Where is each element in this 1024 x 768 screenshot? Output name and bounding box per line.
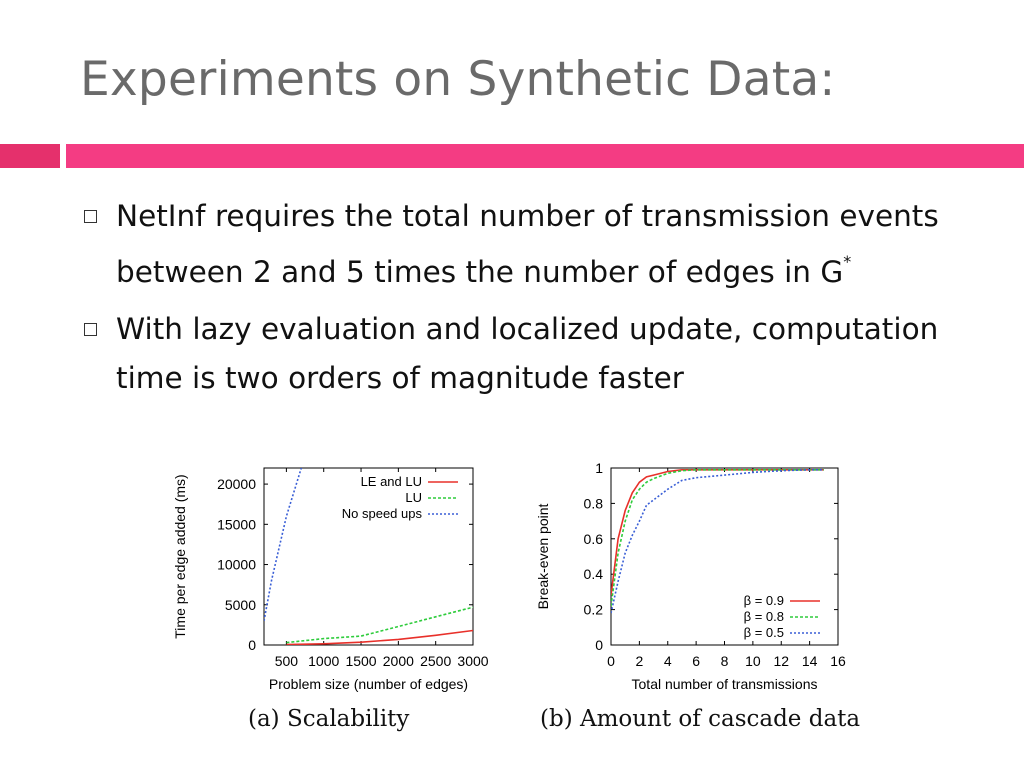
chart-a-y-tick-label: 20000	[217, 476, 256, 493]
chart-b-y-tick-label: 1	[595, 460, 603, 476]
chart-b-y-tick-label: 0.2	[583, 601, 603, 618]
chart-b-legend-label: β = 0.5	[743, 625, 784, 640]
chart-a-legend-label: LE and LU	[360, 474, 422, 489]
chart-a-legend-label: LU	[405, 490, 422, 505]
chart-a-frame	[264, 468, 473, 645]
chart-a-caption: (a) Scalability	[248, 706, 410, 732]
chart-b-x-tick-label: 14	[801, 653, 818, 669]
chart-b-frame	[611, 468, 838, 645]
chart-b-series-line	[611, 470, 824, 606]
chart-b-series-line	[611, 470, 824, 596]
chart-b-y-tick-label: 0.6	[583, 530, 603, 547]
bullet-text: With lazy evaluation and localized update, computation time is two orders of magnitude faster	[116, 311, 939, 395]
chart-a-y-tick-label: 10000	[217, 556, 256, 573]
chart-a-x-axis-label: Problem size (number of edges)	[268, 676, 469, 692]
chart-a-series-line	[286, 607, 473, 642]
chart-b-legend-label: β = 0.8	[743, 609, 784, 624]
chart-b-x-tick-label: 2	[635, 653, 644, 669]
chart-a-x-tick-label: 3000	[457, 653, 489, 669]
chart-b-x-tick-label: 0	[607, 653, 615, 669]
chart-b-x-tick-label: 4	[663, 653, 672, 669]
chart-b-x-axis-label: Total number of transmissions	[631, 676, 818, 692]
chart-a-y-tick-label: 0	[248, 637, 256, 653]
bullet-text: NetInf requires the total number of transmission events between 2 and 5 times the number of edges in G	[116, 199, 939, 289]
chart-a-x-tick-label: 2500	[420, 653, 452, 669]
chart-b-caption: (b) Amount of cascade data	[540, 706, 861, 732]
chart-b-legend-label: β = 0.9	[743, 593, 784, 608]
chart-b-x-tick-label: 12	[773, 653, 790, 669]
chart-a-y-tick-label: 5000	[224, 596, 256, 613]
chart-b-y-axis-label: Break-even point	[535, 503, 551, 610]
chart-b-x-tick-label: 6	[692, 653, 701, 669]
chart-b-series-line	[611, 470, 824, 613]
slide-title: Experiments on Synthetic Data:	[80, 52, 836, 107]
chart-b-x-tick-label: 8	[720, 653, 729, 669]
chart-a-y-axis-label: Time per edge added (ms)	[172, 474, 188, 639]
chart-a-y-tick-label: 15000	[217, 516, 256, 533]
bullet-superscript: *	[843, 252, 852, 271]
chart-a-legend-label: No speed ups	[341, 506, 422, 521]
chart-a-x-tick-label: 1500	[345, 653, 377, 669]
chart-b-y-tick-label: 0.8	[583, 495, 603, 512]
chart-b-x-tick-label: 16	[830, 653, 846, 669]
chart-a-x-tick-label: 500	[274, 653, 299, 669]
chart-b-y-tick-label: 0.4	[583, 566, 603, 583]
chart-a-series-line	[286, 631, 473, 645]
chart-a-series-line	[264, 468, 301, 621]
chart-b-y-tick-label: 0	[595, 637, 603, 653]
chart-a-x-tick-label: 1000	[308, 653, 340, 669]
chart-a-x-tick-label: 2000	[382, 653, 414, 669]
chart-b-x-tick-label: 10	[745, 653, 761, 669]
